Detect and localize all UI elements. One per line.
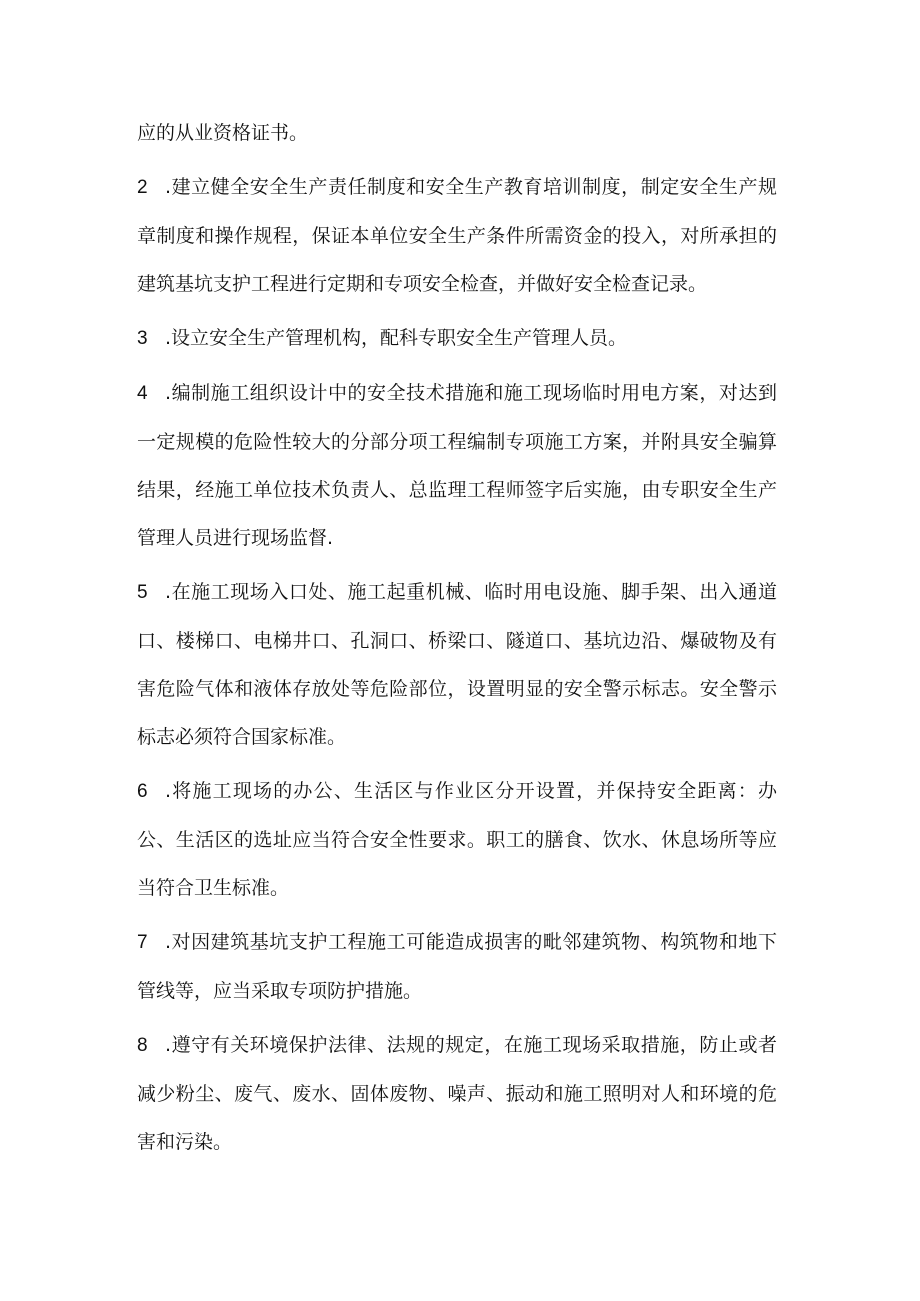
paragraph-item-8 — [137, 1021, 777, 1166]
document-body — [137, 109, 777, 1172]
paragraph-text: .设立安全生产管理机构，配科专职安全生产管理人员。 — [165, 327, 628, 349]
paragraph-text: .在施工现场入口处、施工起重机械、临时用电设施、脚手架、出入通道口、楼梯口、电梯井口、孔洞口、桥梁口、隧道口、基坑边沿、爆破物及有害危险气体和液体存放处等危险部位，设置明显的安全警示标志。安全警示标志必须符合国家标准。 — [137, 581, 777, 748]
paragraph-item-6 — [137, 767, 777, 912]
paragraph-text: .建立健全安全生产责任制度和安全生产教育培训制度，制定安全生产规章制度和操作规程，保证本单位安全生产条件所需资金的投入，对所承担的建筑基坑支护工程进行定期和专项安全检查，并做好安全检查记录。 — [137, 176, 777, 295]
paragraph-item-4 — [137, 369, 777, 562]
paragraph-text: .编制施工组织设计中的安全技术措施和施工现场临时用电方案，对达到一定规模的危险性较大的分部分项工程编制专项施工方案，并附具安全骗算结果，经施工单位技术负责人、总监理工程师签字后实施，由专职安全生产管理人员进行现场监督. — [137, 382, 777, 549]
paragraph-number: 4 — [137, 383, 148, 404]
paragraph-continuation — [137, 109, 777, 157]
paragraph-item-2 — [137, 163, 777, 308]
paragraph-number: 5 — [137, 582, 148, 603]
paragraph-number: 2 — [137, 177, 148, 198]
paragraph-text: .对因建筑基坑支护工程施工可能造成损害的毗邻建筑物、构筑物和地下管线等，应当采取专项防护措施。 — [137, 931, 777, 1002]
paragraph-number: 7 — [137, 932, 148, 953]
paragraph-text: .将施工现场的办公、生活区与作业区分开设置，并保持安全距离：办公、生活区的选址应当符合安全性要求。职工的膳食、饮水、休息场所等应当符合卫生标准。 — [137, 780, 777, 899]
paragraph-item-7 — [137, 918, 777, 1015]
paragraph-text: 应的从业资格证书。 — [137, 122, 309, 144]
paragraph-item-3 — [137, 314, 777, 363]
paragraph-number: 8 — [137, 1035, 148, 1056]
paragraph-number: 3 — [137, 328, 148, 349]
paragraph-item-5 — [137, 568, 777, 761]
paragraph-number: 6 — [137, 781, 148, 802]
paragraph-text: .遵守有关环境保护法律、法规的规定，在施工现场采取措施，防止或者减少粉尘、废气、废水、固体废物、噪声、振动和施工照明对人和环境的危害和污染。 — [137, 1034, 777, 1153]
